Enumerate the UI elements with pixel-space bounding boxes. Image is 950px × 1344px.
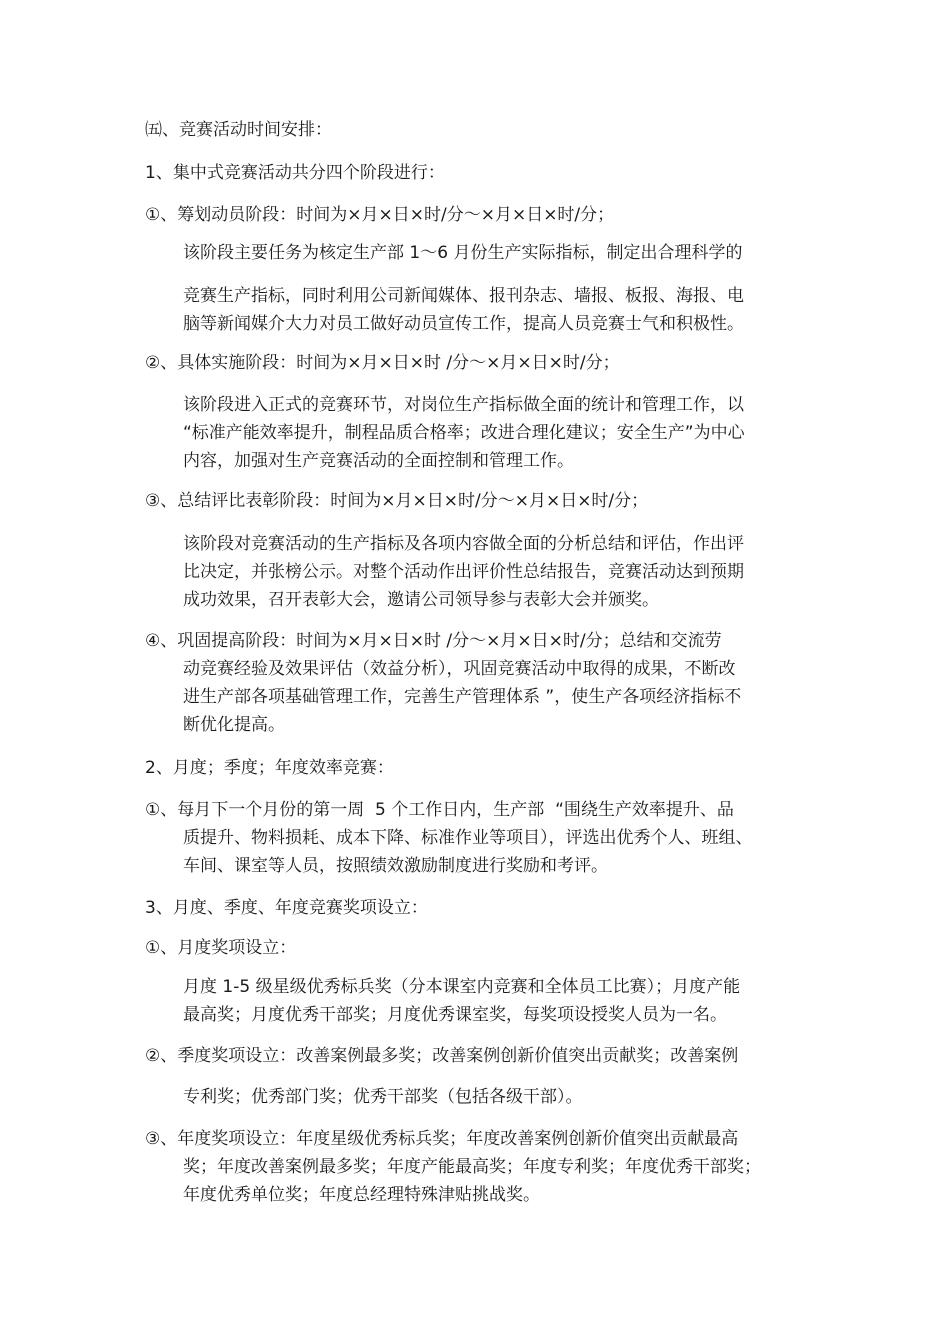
monthly-heading: ①、月度奖项设立： — [145, 938, 297, 958]
monthly-line-2: 最高奖；月度优秀干部奖；月度优秀课室奖，每奖项设授奖人员为一名。 — [183, 1005, 727, 1025]
item2-point1-line-1: ①、每月下一个月份的第一周 5 个工作日内，生产部 “围绕生产效率提升、品 — [145, 800, 734, 820]
phase4-line-1: ④、巩固提高阶段：时间为×月×日×时 /分～×月×日×时/分；总结和交流劳 — [145, 631, 722, 651]
item3-heading: 3、月度、季度、年度竞赛奖项设立： — [145, 898, 428, 918]
phase2-line-1: 该阶段进入正式的竞赛环节，对岗位生产指标做全面的统计和管理工作，以 — [183, 395, 744, 415]
item2-point1-line-2: 质提升、物料损耗、成本下降、标准作业等项目），评选出优秀个人、班组、 — [183, 828, 753, 848]
phase3-line-1: 该阶段对竞赛活动的生产指标及各项内容做全面的分析总结和评估，作出评 — [183, 534, 744, 554]
yearly-line-2: 奖；年度改善案例最多奖；年度产能最高奖；年度专利奖；年度优秀干部奖； — [183, 1157, 761, 1177]
phase1-line-3: 脑等新闻媒介大力对员工做好动员宣传工作，提高人员竞赛士气和积极性。 — [183, 314, 744, 334]
monthly-line-1: 月度 1-5 级星级优秀标兵奖（分本课室内竞赛和全体员工比赛）；月度产能 — [183, 977, 741, 997]
phase1-line-1: 该阶段主要任务为核定生产部 1～6 月份生产实际指标，制定出合理科学的 — [183, 243, 743, 263]
phase3-line-3: 成功效果，召开表彰大会，邀请公司领导参与表彰大会并颁奖。 — [183, 590, 659, 610]
phase3-line-2: 比决定，并张榜公示。对整个活动作出评价性总结报告，竞赛活动达到预期 — [183, 562, 744, 582]
phase4-line-4: 断优化提高。 — [183, 715, 285, 735]
item2-heading: 2、月度；季度；年度效率竞赛： — [145, 758, 394, 778]
item2-point1-line-3: 车间、课室等人员，按照绩效激励制度进行奖励和考评。 — [183, 856, 608, 876]
yearly-line-1: ③、年度奖项设立：年度星级优秀标兵奖；年度改善案例创新价值突出贡献最高 — [145, 1129, 739, 1149]
item1-heading: 1、集中式竞赛活动共分四个阶段进行： — [145, 163, 445, 183]
phase3-heading: ③、总结评比表彰阶段：时间为×月×日×时/分～×月×日×时/分； — [145, 491, 649, 511]
yearly-line-3: 年度优秀单位奖；年度总经理特殊津贴挑战奖。 — [183, 1185, 540, 1205]
phase2-line-3: 内容，加强对生产竞赛活动的全面控制和管理工作。 — [183, 451, 574, 471]
phase2-line-2: “标准产能效率提升，制程品质合格率；改进合理化建议；安全生产”为中心 — [183, 423, 745, 443]
quarterly-line-2: 专利奖；优秀部门奖；优秀干部奖（包括各级干部）。 — [183, 1087, 583, 1107]
section-title: ㈤、竞赛活动时间安排： — [145, 120, 332, 140]
phase2-heading: ②、具体实施阶段：时间为×月×日×时 /分～×月×日×时/分； — [145, 353, 620, 373]
phase4-line-3: 进生产部各项基础管理工作，完善生产管理体系 ”，使生产各项经济指标不 — [183, 687, 742, 707]
quarterly-line-1: ②、季度奖项设立：改善案例最多奖；改善案例创新价值突出贡献奖；改善案例 — [145, 1046, 739, 1066]
phase4-line-2: 动竞赛经验及效果评估（效益分析），巩固竞赛活动中取得的成果，不断改 — [183, 659, 736, 679]
phase1-heading: ①、筹划动员阶段：时间为×月×日×时/分～×月×日×时/分； — [145, 205, 615, 225]
phase1-line-2: 竞赛生产指标，同时利用公司新闻媒体、报刊杂志、墙报、板报、海报、电 — [183, 286, 744, 306]
